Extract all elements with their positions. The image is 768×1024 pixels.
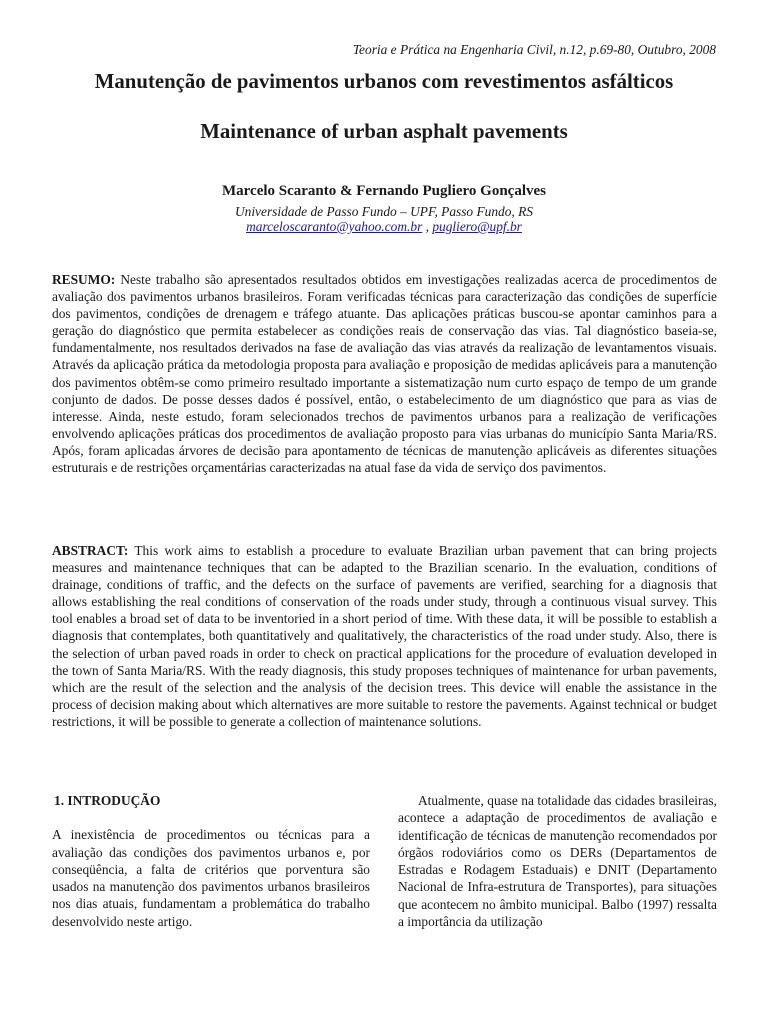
resumo-paragraph — [52, 271, 717, 476]
intro-left-paragraph: A inexistência de procedimentos ou técnicas para a avaliação das condições dos pavimentos urbanos e, por conseqüência, a falta de critérios que porventura são usados na manutenção dos pavimentos urbanos brasileiros nos dias atuais, fundamentam a problemática do trabalho desenvolvido neste artigo. — [52, 827, 370, 929]
left-column — [52, 792, 370, 930]
resumo-text: Neste trabalho são apresentados resultados obtidos em investigações realizadas acerca de procedimentos de avaliação dos pavimentos urbanos brasileiros. Foram verificadas técnicas para caracterização das condições de superfície dos pavimentos, condições de drenagem e tráfego atuante. Das aplicações práticas buscou-se apontar caminhos para a geração do diagnóstico que permita estabelecer as condições reais de conservação das vias. Tal diagnóstico baseia-se, fundamentalmente, nos resultados derivados na fase de avaliação das vias através da realização de levantamentos visuais. Através da aplicação prática da metodologia proposta para avaliação e proposição de medidas aplicáveis para a manutenção dos pavimentos obtêm-se como primeiro resultado importante a sistematização num curto espaço de tempo de um grande conjunto de dados. De posse desses dados é possível, então, o estabelecimento de um diagnóstico que para as vias de interesse. Ainda, neste estudo, foram selecionados trechos de pavimentos urbanos para a realização de verificações envolvendo aplicações práticas dos procedimentos de avaliação proposto para vias urbanas do município Santa Maria/RS. Após, foram aplicadas árvores de decisão para apontamento de técnicas de manutenção aplicáveis as diferentes situações estruturais e de restrições orçamentárias caracterizadas na atual fase da vida de serviço dos pavimentos. — [52, 272, 717, 476]
email-link-1[interactable]: marceloscaranto@yahoo.com.br — [246, 219, 423, 234]
title-english: Maintenance of urban asphalt pavements — [200, 120, 568, 143]
author-names: Marcelo Scaranto & Fernando Pugliero Gonçalves — [222, 183, 546, 199]
author-emails — [0, 219, 768, 235]
intro-right-paragraph: Atualmente, quase na totalidade das cidades brasileiras, acontece a adaptação de procedimentos de avaliação e identificação de técnicas de manutenção recomendados por órgãos rodoviários como os DERs (Departamentos de Estradas e Rodagem Estaduais) e DNIT (Departamento Nacional de Infra-estrutura de Transportes), para situações que acontecem no âmbito municipal. Balbo (1997) ressalta a importância da utilização — [398, 793, 717, 930]
author-affiliation: Universidade de Passo Fundo – UPF, Passo Fundo, RS — [234, 204, 534, 219]
title-portuguese: Manutenção de pavimentos urbanos com revestimentos asfálticos — [94, 70, 674, 93]
abstract-text: This work aims to establish a procedure to evaluate Brazilian urban pavement that can bring projects measures and maintenance techniques that can be adapted to the Brazilian scenario. In the evaluation, conditions of drainage, conditions of traffic, and the defects on the surface of pavements are verified, searching for a diagnosis that allows establishing the real conditions of conservation of the roads under study, through a continuous visual survey. This tool enables a broad set of data to be inventoried in a short period of time. With these data, it will be possible to establish a diagnosis that contemplates, both quantitatively and qualitatively, the characteristics of the road under study. Also, there is the selection of urban paved roads in order to check on practical applications for the procedure of evaluation developed in the town of Santa Maria/RS. With the ready diagnosis, this study proposes techniques of maintenance for urban pavements, which are the result of the selection and the analysis of the decision trees. This device will enable the assistance in the process of decision making about which alternatives are more suitable to restore the pavements. Against technical or budget restrictions, it will be possible to generate a collection of maintenance solutions. — [52, 543, 717, 729]
email-link-2[interactable]: pugliero@upf.br — [432, 219, 522, 234]
abstract-label: ABSTRACT: — [52, 543, 129, 558]
section-heading-introducao: 1. INTRODUÇÃO — [54, 793, 161, 808]
right-column — [398, 792, 717, 930]
running-head: Teoria e Prática na Engenharia Civil, n.12, p.69-80, Outubro, 2008 — [352, 42, 716, 57]
email-separator: , — [422, 219, 433, 234]
abstract-paragraph — [52, 542, 717, 730]
resumo-label: RESUMO: — [52, 272, 116, 287]
